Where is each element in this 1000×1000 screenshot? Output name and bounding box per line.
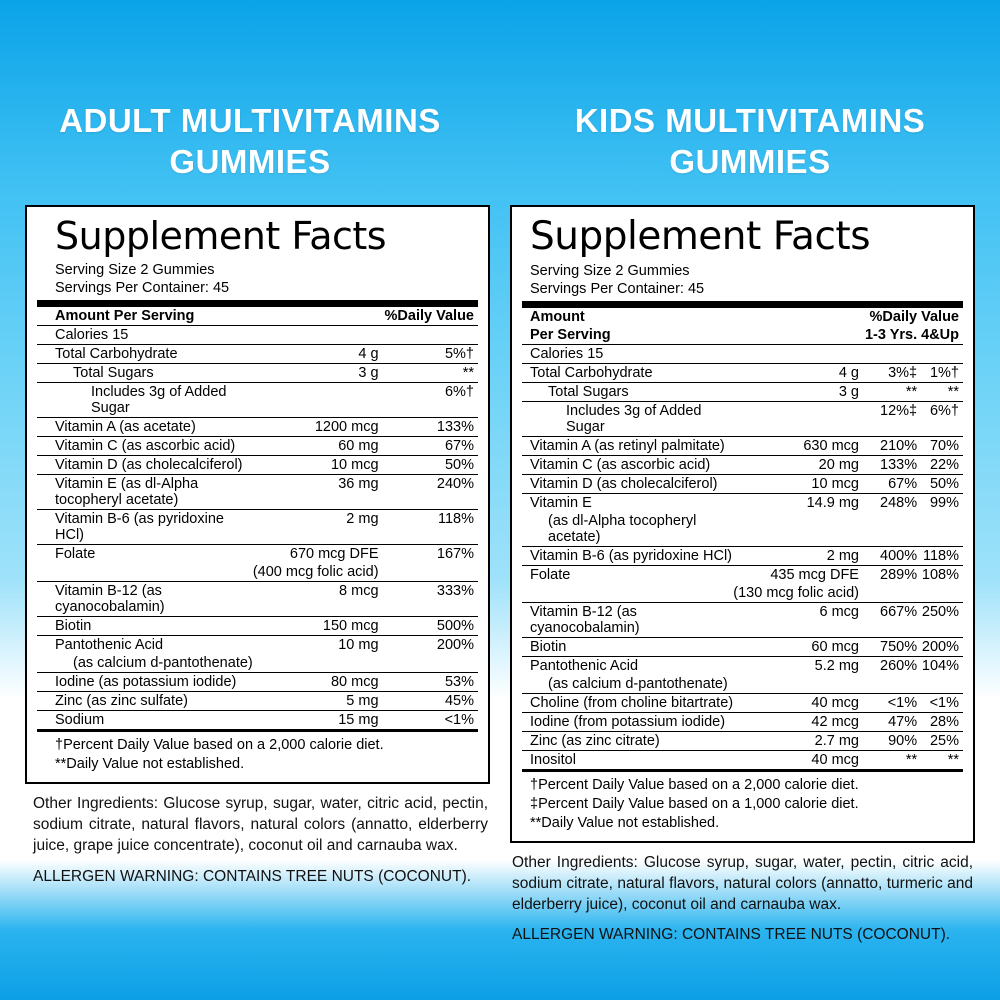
kids-row-17-dv1: 47%: [865, 713, 921, 732]
adult-servings-per-container: Servings Per Container: 45: [55, 280, 230, 297]
kids-row-5-dv2: 22%: [921, 456, 963, 475]
kids-row-9-dv1: 400%: [865, 547, 921, 566]
kids-row-9-name: Vitamin B-6 (as pyridoxine HCl): [522, 547, 733, 566]
kids-col-dv-b: 4&Up: [921, 326, 963, 345]
adult-heading-line2: GUMMIES: [169, 143, 331, 181]
adult-row-16-amount: 5 mg: [253, 692, 385, 711]
kids-row-2-dv2: **: [921, 383, 963, 402]
kids-row-13-dv1: 750%: [865, 638, 921, 657]
kids-row-6-name: Vitamin D (as cholecalciferol): [522, 475, 733, 494]
kids-nutrient-table: [522, 308, 963, 772]
kids-row-10-amount: 435 mcg DFE: [770, 567, 859, 584]
kids-col-amount-l1: Amount: [530, 309, 585, 326]
adult-row-6-amount: 10 mcg: [253, 456, 385, 475]
kids-row-15-name: (as calcium d-pantothenate): [522, 675, 733, 694]
kids-row-3-name: Includes 3g of Added Sugar: [522, 402, 733, 437]
table-row: [522, 732, 963, 751]
kids-row-14-amount: 5.2 mg: [814, 658, 859, 675]
kids-servings-per-container: Servings Per Container: 45: [530, 281, 705, 298]
kids-row-7-dv1: 248%: [880, 495, 918, 512]
adult-supplement-facts-box: [25, 205, 490, 784]
adult-row-15-dv: 53%: [385, 673, 478, 692]
kids-row-14-dv1: 260%: [880, 658, 918, 675]
adult-row-6-dv: 50%: [385, 456, 478, 475]
table-row: [37, 345, 478, 364]
kids-row-18-name: Zinc (as zinc citrate): [522, 732, 733, 751]
kids-serving-info: [522, 262, 963, 308]
kids-row-8-dv1: [865, 512, 921, 547]
kids-allergen-warning: ALLERGEN WARNING: CONTAINS TREE NUTS (COCONUT).: [512, 926, 951, 944]
kids-row-17-name: Iodine (from potassium iodide): [522, 713, 733, 732]
adult-nutrient-table: [37, 307, 478, 732]
kids-row-4-dv1: 210%: [865, 437, 921, 456]
adult-row-12-amount: 150 mcg: [253, 617, 385, 636]
kids-row-9-amount: 2 mg: [733, 547, 865, 566]
table-row: [522, 345, 963, 364]
kids-row-16-amount: 40 mcg: [733, 694, 865, 713]
kids-row-13-dv2: 200%: [921, 638, 963, 657]
table-row: [37, 654, 478, 673]
adult-row-3-dv: 6%†: [385, 383, 478, 418]
adult-row-7-name: Vitamin E (as dl-Alpha tocopheryl acetate): [37, 475, 253, 510]
adult-row-12-name: Biotin: [37, 617, 253, 636]
adult-row-13-name: Pantothenic Acid: [55, 637, 164, 654]
kids-col-amount-l2: Per Serving: [522, 326, 733, 345]
kids-supplement-facts-box: [510, 205, 975, 843]
kids-row-16-name: Choline (from choline bitartrate): [522, 694, 733, 713]
kids-row-5-dv1: 133%: [865, 456, 921, 475]
kids-footnote-2: ‡Percent Daily Value based on a 1,000 calorie diet.: [530, 796, 859, 813]
kids-row-11-name: [522, 584, 733, 603]
kids-row-9-dv2: 118%: [921, 547, 963, 566]
kids-row-11-dv1: [865, 584, 921, 603]
adult-serving-size: Serving Size 2 Gummies: [55, 261, 215, 278]
kids-panel: [510, 205, 975, 956]
kids-table-header-line1: [522, 308, 963, 326]
kids-row-12-dv1: 667%: [865, 603, 921, 638]
kids-row-18-amount: 2.7 mg: [733, 732, 865, 751]
adult-row-4-amount: 1200 mcg: [253, 418, 385, 437]
kids-row-1-amount: 4 g: [733, 364, 865, 383]
adult-row-7-dv: 240%: [385, 475, 478, 510]
kids-row-16-dv1: <1%: [865, 694, 921, 713]
adult-footnotes: [37, 732, 478, 774]
table-row: [522, 364, 963, 383]
kids-row-15-dv1: [865, 675, 921, 694]
table-row: [37, 582, 478, 617]
table-row: [37, 617, 478, 636]
adult-row-0-dv: [385, 326, 478, 345]
kids-row-8-amount: [733, 512, 865, 547]
adult-col-amount: Amount Per Serving: [37, 307, 385, 326]
table-row: [37, 545, 478, 564]
kids-heading-line1: KIDS MULTIVITAMINS: [574, 102, 926, 139]
adult-heading-line1: ADULT MULTIVITAMINS: [59, 102, 441, 139]
adult-heading: [0, 100, 500, 183]
kids-heading-line2: GUMMIES: [669, 143, 831, 181]
kids-row-2-name: Total Sugars: [522, 383, 733, 402]
kids-row-15-dv2: [921, 675, 963, 694]
adult-row-7-amount: 36 mg: [253, 475, 385, 510]
kids-row-0-dv1: [865, 345, 921, 364]
kids-row-19-dv2: **: [921, 751, 963, 771]
adult-row-4-dv: 133%: [385, 418, 478, 437]
kids-row-3-amount: [733, 402, 865, 437]
kids-row-10-dv2: 108%: [921, 567, 959, 584]
table-row: [522, 456, 963, 475]
kids-row-2-dv1: **: [865, 383, 921, 402]
table-row: [37, 326, 478, 345]
table-row: [37, 563, 478, 582]
table-row: [37, 383, 478, 418]
table-row: [522, 751, 963, 771]
adult-row-3-name: Includes 3g of Added Sugar: [37, 383, 253, 418]
table-row: [37, 456, 478, 475]
adult-table-header: [37, 307, 478, 326]
kids-row-13-amount: 60 mcg: [733, 638, 865, 657]
kids-table-header-line2: [522, 326, 963, 345]
kids-row-11-dv2: [921, 584, 963, 603]
adult-row-13-amount: 10 mg: [338, 637, 379, 654]
headings-row: [0, 100, 1000, 183]
adult-row-8-name: Vitamin B-6 (as pyridoxine HCl): [37, 510, 253, 545]
kids-row-16-dv2: <1%: [921, 694, 963, 713]
kids-footnote-3: **Daily Value not established.: [530, 814, 720, 831]
table-row: [37, 692, 478, 711]
adult-row-13-dv: 200%: [436, 637, 474, 654]
kids-row-10-name: Folate: [530, 567, 571, 584]
adult-row-15-name: Iodine (as potassium iodide): [37, 673, 253, 692]
table-row: [522, 437, 963, 456]
adult-row-15-amount: 80 mcg: [253, 673, 385, 692]
table-row: [37, 364, 478, 383]
kids-row-12-amount: 6 mcg: [733, 603, 865, 638]
kids-row-0-dv2: [921, 345, 963, 364]
kids-row-5-amount: 20 mg: [733, 456, 865, 475]
adult-row-9-amount: 670 mcg DFE: [289, 546, 379, 563]
adult-row-4-name: Vitamin A (as acetate): [37, 418, 253, 437]
kids-row-12-dv2: 250%: [921, 603, 963, 638]
table-row: [37, 418, 478, 437]
adult-row-2-amount: 3 g: [253, 364, 385, 383]
kids-row-5-name: Vitamin C (as ascorbic acid): [522, 456, 733, 475]
kids-row-6-amount: 10 mcg: [733, 475, 865, 494]
adult-row-14-amount: [253, 654, 385, 673]
adult-row-9-name: Folate: [55, 546, 96, 563]
adult-col-dv: %Daily Value: [385, 307, 478, 326]
kids-row-19-dv1: **: [865, 751, 921, 771]
adult-below-text: [25, 784, 490, 888]
adult-row-5-name: Vitamin C (as ascorbic acid): [37, 437, 253, 456]
table-row: [37, 437, 478, 456]
table-row: [522, 584, 963, 603]
table-row: [37, 510, 478, 545]
adult-row-10-dv: [385, 563, 478, 582]
adult-row-16-name: Zinc (as zinc sulfate): [37, 692, 253, 711]
adult-row-6-name: Vitamin D (as cholecalciferol): [37, 456, 253, 475]
adult-row-8-dv: 118%: [385, 510, 478, 545]
kids-row-10-dv1: 289%: [880, 567, 918, 584]
table-row: [522, 694, 963, 713]
adult-serving-info: [37, 261, 478, 307]
kids-row-7-dv2: 99%: [929, 495, 959, 512]
adult-row-17-name: Sodium: [37, 711, 253, 731]
table-row: [522, 566, 963, 585]
kids-row-3-dv2: 6%†: [921, 402, 963, 437]
adult-row-17-amount: 15 mg: [253, 711, 385, 731]
adult-row-2-name: Total Sugars: [37, 364, 253, 383]
kids-col-dv-a: 1-3 Yrs.: [865, 326, 921, 345]
adult-row-8-amount: 2 mg: [253, 510, 385, 545]
kids-footnote-1: †Percent Daily Value based on a 2,000 calorie diet.: [530, 777, 859, 794]
kids-row-1-dv1: 3%‡: [865, 364, 921, 383]
kids-row-6-dv1: 67%: [865, 475, 921, 494]
kids-facts-title: Supplement Facts: [530, 214, 871, 259]
kids-row-0-name: Calories 15: [522, 345, 733, 364]
kids-row-14-dv2: 104%: [921, 658, 959, 675]
adult-row-17-dv: <1%: [385, 711, 478, 731]
adult-panel: [25, 205, 490, 956]
table-row: [522, 638, 963, 657]
kids-row-8-dv2: [921, 512, 963, 547]
table-row: [522, 713, 963, 732]
kids-row-3-dv1: 12%‡: [865, 402, 921, 437]
table-row: [522, 494, 963, 513]
table-row: [522, 675, 963, 694]
adult-row-9-dv: 167%: [436, 546, 474, 563]
panels-row: [0, 205, 1000, 956]
table-row: [522, 657, 963, 676]
kids-row-4-dv2: 70%: [921, 437, 963, 456]
kids-row-2-amount: 3 g: [733, 383, 865, 402]
kids-row-14-name: Pantothenic Acid: [530, 658, 639, 675]
table-row: [37, 636, 478, 655]
kids-row-4-amount: 630 mcg: [733, 437, 865, 456]
adult-row-0-amount: [253, 326, 385, 345]
table-row: [522, 547, 963, 566]
adult-footnote-2: **Daily Value not established.: [55, 755, 245, 772]
kids-other-ingredients: Other Ingredients: Glucose syrup, sugar, water, pectin, citric acid, sodium citrate, natural flavors, natural colors (annatto, turmeric and elderberry juice), coconut oil and carnauba wax.: [512, 853, 973, 913]
table-row: [522, 603, 963, 638]
table-row: [37, 475, 478, 510]
adult-row-14-name: (as calcium d-pantothenate): [37, 654, 253, 673]
kids-row-18-dv1: 90%: [865, 732, 921, 751]
adult-row-5-amount: 60 mg: [253, 437, 385, 456]
kids-row-17-amount: 42 mcg: [733, 713, 865, 732]
kids-row-4-name: Vitamin A (as retinyl palmitate): [522, 437, 733, 456]
kids-row-1-dv2: 1%†: [921, 364, 963, 383]
adult-row-0-name: Calories 15: [37, 326, 253, 345]
adult-row-11-amount: 8 mcg: [253, 582, 385, 617]
kids-row-0-amount: [733, 345, 865, 364]
adult-row-10-amount: (400 mcg folic acid): [253, 563, 385, 582]
kids-col-dv-title: %Daily Value: [869, 309, 959, 326]
kids-row-11-amount: (130 mcg folic acid): [733, 584, 865, 603]
kids-row-18-dv2: 25%: [921, 732, 963, 751]
adult-row-5-dv: 67%: [385, 437, 478, 456]
adult-row-12-dv: 500%: [385, 617, 478, 636]
kids-row-17-dv2: 28%: [921, 713, 963, 732]
table-row: [37, 673, 478, 692]
adult-row-1-dv: 5%†: [385, 345, 478, 364]
kids-row-13-name: Biotin: [522, 638, 733, 657]
adult-row-14-dv: [385, 654, 478, 673]
kids-row-15-amount: [733, 675, 865, 694]
kids-footnotes: [522, 772, 963, 833]
table-row: [522, 475, 963, 494]
kids-row-19-amount: 40 mcg: [733, 751, 865, 771]
adult-row-11-dv: 333%: [385, 582, 478, 617]
kids-row-8-name: (as dl-Alpha tocopheryl acetate): [522, 512, 733, 547]
kids-row-7-name: Vitamin E: [530, 495, 592, 512]
adult-footnote-1: †Percent Daily Value based on a 2,000 calorie diet.: [55, 737, 384, 754]
adult-facts-title: Supplement Facts: [55, 214, 387, 258]
table-row: [522, 512, 963, 547]
kids-below-text: [510, 843, 975, 947]
adult-other-ingredients: Other Ingredients: Glucose syrup, sugar, water, citric acid, pectin, sodium citrate, natural flavors, natural colors (annatto, elderberry juice, grape juice concentrate), coconut oil and carnauba wax.: [33, 794, 488, 854]
table-row: [522, 383, 963, 402]
adult-row-1-amount: 4 g: [253, 345, 385, 364]
adult-allergen-warning: ALLERGEN WARNING: CONTAINS TREE NUTS (COCONUT).: [33, 867, 472, 885]
kids-row-12-name: Vitamin B-12 (as cyanocobalamin): [522, 603, 733, 638]
kids-row-1-name: Total Carbohydrate: [522, 364, 733, 383]
table-row: [522, 402, 963, 437]
kids-serving-size: Serving Size 2 Gummies: [530, 262, 690, 279]
kids-heading: [500, 100, 1000, 183]
adult-row-10-name: [37, 563, 253, 582]
kids-row-6-dv2: 50%: [921, 475, 963, 494]
adult-row-11-name: Vitamin B-12 (as cyanocobalamin): [37, 582, 253, 617]
table-row: [37, 711, 478, 731]
adult-row-2-dv: **: [385, 364, 478, 383]
kids-row-19-name: Inositol: [522, 751, 733, 771]
adult-row-3-amount: [253, 383, 385, 418]
adult-row-1-name: Total Carbohydrate: [37, 345, 253, 364]
adult-row-16-dv: 45%: [385, 692, 478, 711]
kids-row-7-amount: 14.9 mg: [806, 495, 859, 512]
